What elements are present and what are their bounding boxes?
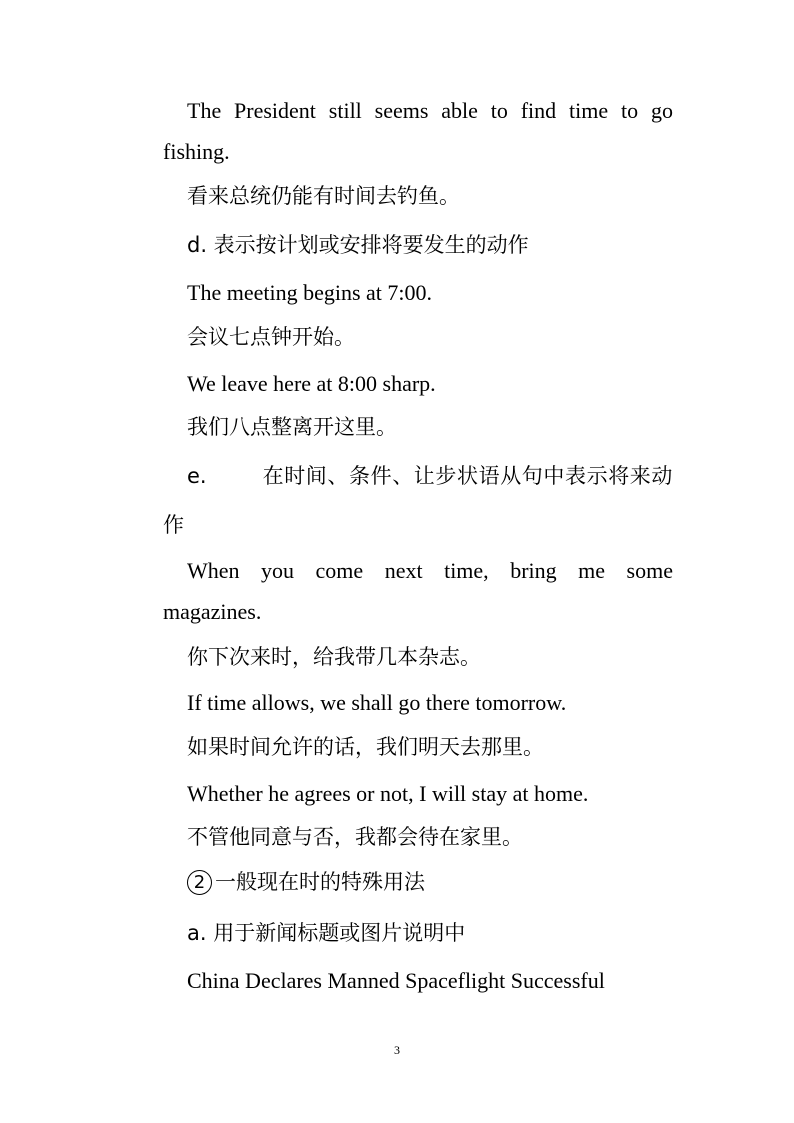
word: find — [520, 98, 557, 123]
word: me — [578, 558, 606, 583]
word: seems — [374, 98, 429, 123]
line-china-declares: China Declares Manned Spaceflight Successful — [187, 968, 605, 993]
line-translation-fishing: 看来总统仍能有时间去钓鱼。 — [187, 184, 460, 208]
word: President — [234, 98, 316, 123]
word: to — [620, 98, 639, 123]
section-heading-special-usage — [187, 868, 425, 896]
section-heading-text: 一般现在时的特殊用法 — [215, 870, 425, 894]
heading-e-continuation: 作 — [163, 513, 184, 537]
line-meeting-begins: The meeting begins at 7:00. — [187, 280, 432, 305]
word: come — [315, 558, 364, 583]
word: time — [569, 98, 609, 123]
heading-text: 在时间、条件、让步状语从句中表示将来动 — [262, 464, 673, 488]
word: to — [490, 98, 508, 123]
heading-d-planned-action: d. 表示按计划或安排将要发生的动作 — [187, 233, 529, 257]
line-translation-time-allows: 如果时间允许的话，我们明天去那里。 — [187, 735, 544, 759]
line-translation-magazines: 你下次来时，给我带几本杂志。 — [187, 645, 481, 669]
word: go — [650, 98, 673, 123]
heading-a-headlines: a. 用于新闻标题或图片说明中 — [187, 921, 466, 945]
line-we-leave: We leave here at 8:00 sharp. — [187, 371, 436, 396]
word: still — [328, 98, 362, 123]
line-fishing: fishing. — [163, 139, 230, 164]
word: some — [626, 558, 673, 583]
word: you — [261, 558, 295, 583]
word: next — [384, 558, 423, 583]
line-translation-leave: 我们八点整离开这里。 — [187, 415, 397, 439]
line-translation-meeting: 会议七点钟开始。 — [187, 325, 355, 349]
line-translation-whether: 不管他同意与否，我都会待在家里。 — [187, 825, 523, 849]
circled-number: 2 — [187, 870, 212, 895]
word: bring — [510, 558, 557, 583]
line-president-fishing — [187, 97, 673, 125]
word: able — [441, 98, 478, 123]
line-whether-he-agrees: Whether he agrees or not, I will stay at home. — [187, 781, 589, 806]
word: When — [187, 558, 240, 583]
heading-marker: e. — [187, 464, 207, 488]
heading-e-future-clauses — [187, 462, 673, 490]
word: time, — [444, 558, 489, 583]
line-when-you-come — [187, 557, 673, 585]
word: The — [187, 98, 222, 123]
line-magazines: magazines. — [163, 599, 262, 624]
line-if-time-allows: If time allows, we shall go there tomorrow. — [187, 690, 567, 715]
page-number: 3 — [394, 1043, 400, 1057]
